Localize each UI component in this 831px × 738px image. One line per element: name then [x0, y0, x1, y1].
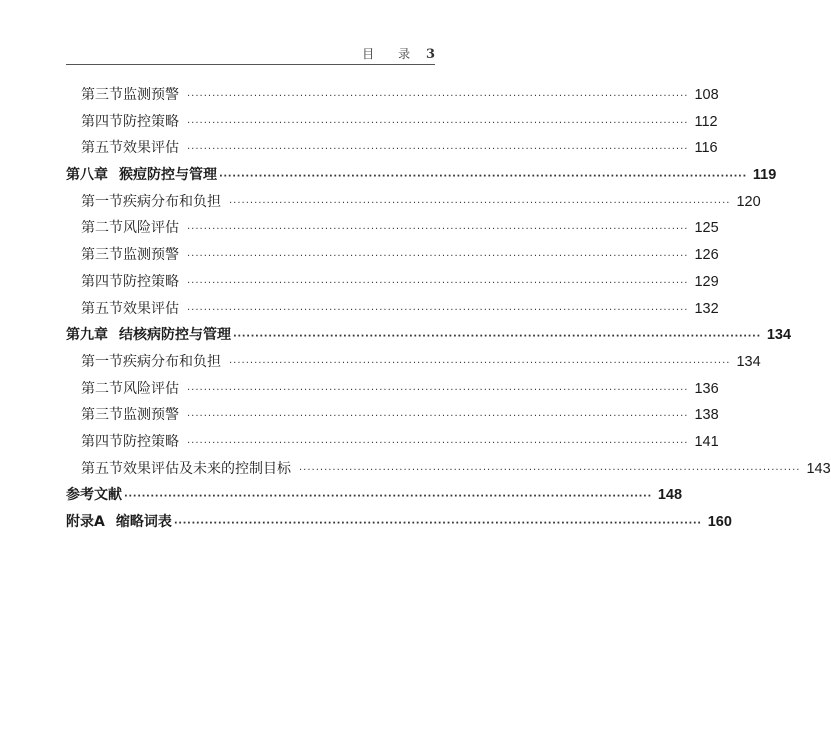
toc-section-entry [66, 135, 718, 162]
section-number: 第五节 [81, 140, 123, 157]
toc-entry-title: 结核病防控与管理 [119, 327, 231, 344]
dot-leader: ························································································································ [187, 304, 689, 316]
dot-leader: ························································································································ [187, 277, 689, 289]
section-number: 第四节 [81, 113, 123, 130]
dot-leader: ························································································································ [299, 464, 801, 476]
toc-page-number: 112 [694, 113, 718, 130]
section-number: 第三节 [81, 407, 123, 424]
toc-page-number: 120 [736, 193, 761, 210]
toc-page-number: 143 [806, 460, 831, 477]
toc-section-entry [66, 215, 719, 242]
toc-entry-title: 风险评估 [123, 380, 179, 397]
toc-entry-title: 防控策略 [123, 113, 179, 130]
toc-entry-title: 猴痘防控与管理 [119, 167, 217, 184]
toc-entry-title: 效果评估及未来的控制目标 [123, 460, 291, 477]
chapter-number: 第八章 [66, 167, 108, 184]
toc-page-number: 134 [736, 353, 761, 370]
dot-leader: ························································································································ [187, 224, 689, 236]
toc-page-number: 116 [694, 140, 718, 157]
toc-entry-title: 防控策略 [123, 273, 179, 290]
toc-section-entry [66, 402, 719, 429]
section-number: 第四节 [81, 433, 123, 450]
running-header-title: 目 录 [362, 47, 417, 61]
toc-entry-title: 效果评估 [123, 140, 179, 157]
toc-entry-title: 疾病分布和负担 [123, 193, 221, 210]
section-number: 第三节 [81, 247, 123, 264]
dot-leader: ························································································································ [173, 518, 702, 529]
toc-page-number: 108 [694, 87, 719, 103]
section-number: 第三节 [81, 87, 123, 103]
toc-chapter-entry [66, 482, 683, 509]
toc-section-entry [66, 82, 719, 109]
dot-leader: ························································································································ [124, 491, 652, 503]
toc-section-entry [66, 242, 719, 269]
toc-section-entry [66, 109, 718, 136]
section-number: 第二节 [81, 380, 123, 397]
toc-page-number: 136 [694, 380, 719, 397]
toc-entry-title: 缩略词表 [115, 514, 172, 530]
toc-entry-title: 风险评估 [123, 220, 179, 237]
section-number: 第五节 [81, 460, 123, 477]
toc-section-entry [66, 456, 831, 483]
toc-section-entry [66, 269, 719, 296]
toc-page-number: 125 [694, 220, 719, 237]
toc-page-number: 160 [707, 514, 732, 530]
section-number: 第二节 [81, 220, 123, 237]
section-number: 第五节 [81, 300, 123, 317]
dot-leader: ························································································································ [229, 197, 731, 209]
chapter-number: 第九章 [66, 327, 108, 344]
running-header [66, 46, 435, 65]
dot-leader: ························································································································ [187, 384, 689, 396]
toc-page-number: 138 [694, 407, 719, 424]
toc-page-number: 119 [752, 167, 777, 184]
toc-chapter-entry [66, 322, 792, 349]
chapter-number: 附录A [66, 514, 105, 530]
section-number: 第四节 [81, 273, 123, 290]
dot-leader: ························································································································ [187, 411, 689, 423]
section-number: 第一节 [81, 353, 123, 370]
toc-entry-title: 监测预警 [123, 407, 179, 424]
toc-section-entry [66, 376, 719, 403]
dot-leader: ························································································································ [187, 144, 689, 156]
toc-chapter-entry [66, 162, 777, 189]
dot-leader: ························································································································ [187, 251, 689, 263]
section-number: 第一节 [81, 193, 123, 210]
toc-entry-title: 参考文献 [66, 487, 122, 504]
toc-page-number: 132 [694, 300, 719, 317]
dot-leader: ························································································································ [187, 437, 689, 449]
toc-entry-title: 监测预警 [123, 247, 179, 264]
dot-leader: ························································································································ [187, 117, 689, 129]
toc-entry-title: 防控策略 [123, 433, 179, 450]
toc-entry-title: 疾病分布和负担 [123, 353, 221, 370]
toc-entry-title: 监测预警 [123, 87, 179, 103]
table-of-contents [66, 82, 831, 536]
toc-page-number: 141 [694, 433, 719, 450]
page-number: 3 [425, 47, 435, 62]
dot-leader: ························································································································ [229, 357, 731, 369]
toc-entry-title: 效果评估 [123, 300, 179, 317]
toc-section-entry [66, 296, 719, 323]
toc-section-entry [66, 349, 761, 376]
dot-leader: ························································································································ [187, 91, 689, 102]
dot-leader: ························································································································ [219, 171, 747, 183]
toc-section-entry [66, 189, 761, 216]
toc-chapter-entry [66, 509, 732, 536]
toc-section-entry [66, 429, 719, 456]
toc-page-number: 148 [657, 487, 683, 504]
toc-page-number: 129 [694, 273, 719, 290]
toc-page-number: 134 [766, 327, 792, 344]
toc-page-number: 126 [694, 247, 719, 264]
dot-leader: ························································································································ [233, 331, 761, 343]
